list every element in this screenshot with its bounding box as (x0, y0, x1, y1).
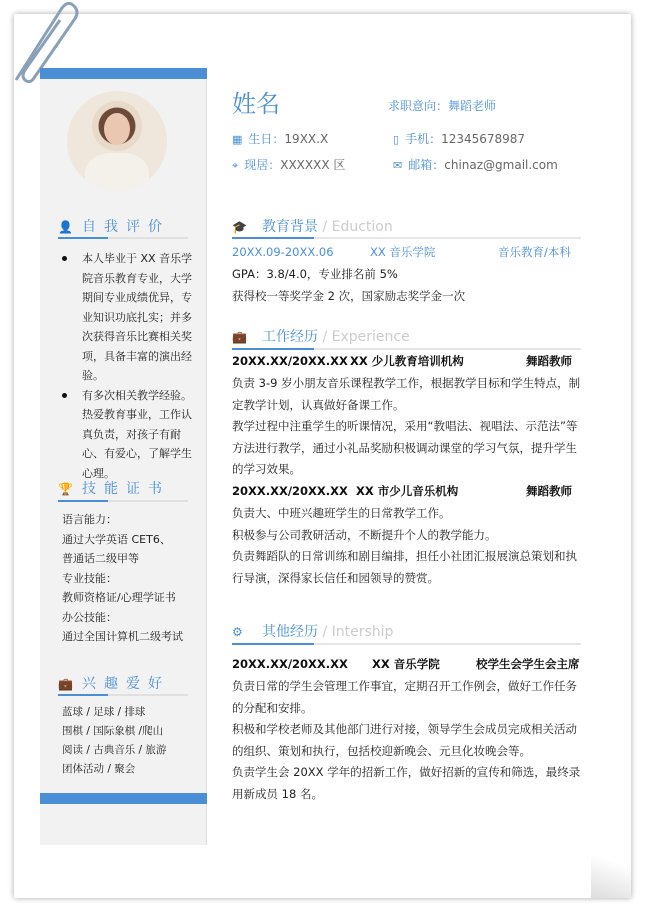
education-row: 20XX.09-20XX.06 XX 音乐学院 音乐教育/本科 (232, 245, 571, 259)
mail-icon: ✉ (393, 159, 403, 172)
skill-line: 办公技能： (62, 610, 117, 624)
home-info: ⌖ 现居：XXXXXX 区 (232, 158, 346, 172)
trophy-icon: 🏆 (58, 482, 73, 496)
avatar (67, 91, 167, 191)
skills-heading: 🏆 技能证书 (58, 481, 170, 497)
name-title: 姓名 (232, 90, 280, 118)
self-eval-heading: 👤 自我评价 (58, 219, 170, 235)
divider (58, 237, 188, 239)
skills-list (62, 510, 202, 647)
skill-line: 语言能力： (62, 513, 117, 526)
briefcase-icon: 💼 (58, 677, 73, 691)
list-item: 有多次相关教学经验。热爱教育事业，工作认真负责，对孩子有耐心、有爱心，了解学生心理。 (60, 386, 200, 484)
hobby-line: 蓝球 / 足球 / 排球 (62, 706, 146, 718)
hobby-line: 阅读 / 古典音乐 / 旅游 (62, 744, 167, 756)
sidebar-top-bar (40, 68, 207, 79)
other-heading: ⚙ 其他经历 / Intership (232, 624, 394, 640)
divider (232, 643, 581, 645)
email-info: ✉ 邮箱：chinaz@gmail.com (393, 158, 558, 172)
skill-line: 普通话二级甲等 (62, 552, 139, 565)
job-intention: 求职意向：舞蹈老师 (388, 99, 497, 113)
skill-line: 通过全国计算机二级考试 (62, 630, 183, 643)
location-icon: ⌖ (232, 159, 239, 172)
list-item: 本人毕业于 XX 音乐学院音乐教育专业，大学期间专业成绩优异，专业知识功底扎实；并多次获得音乐比赛相关奖项，具备丰富的演出经验。 (60, 249, 200, 386)
work-heading: 💼 工作经历 / Experience (232, 329, 410, 345)
hobby-list (62, 703, 202, 779)
job-header: 20XX.XX/20XX.XX XX 市少儿音乐机构 舞蹈教师 (232, 484, 572, 498)
skill-line: 教师资格证/心理学证书 (62, 591, 176, 604)
graduation-cap-icon: 🎓 (232, 220, 247, 234)
birth-info: ▦ 生日：19XX.X (232, 132, 329, 146)
job-description: 负责 3-9 岁小朋友音乐课程教学工作，根据教学目标和学生特点，制定教学计划，认真做好备课工作。 教学过程中注重学生的听课情况，采用“教唱法、视唱法、示范法”等方法进行教学，通过小礼品奖励积极调动课堂的学习气氛，提升学生的学习效果。 (232, 376, 581, 477)
education-heading: 🎓 教育背景 / Eduction (232, 219, 393, 235)
briefcase-icon: 💼 (232, 330, 247, 344)
hobby-heading: 💼 兴趣爱好 (58, 676, 170, 692)
skill-line: 专业技能： (62, 571, 117, 585)
sidebar (40, 68, 207, 845)
gear-icon: ⚙ (232, 625, 243, 639)
divider (232, 348, 581, 350)
job-description: 负责大、中班兴趣班学生的日常教学工作。 积极参与公司教研活动，不断提升个人的教学能力。 负责舞蹈队的日常训练和剧目编排，担任小社团汇报展演总策划和执行导演，深得家长信任和园领导的赞赏。 (232, 506, 577, 585)
skill-line: 通过大学英语 CET6、 (62, 532, 171, 546)
divider (232, 237, 581, 239)
other-header: 20XX.XX/20XX.XX XX 音乐学院 校学生会学生会主席 (232, 657, 580, 671)
page-curl (591, 838, 631, 898)
phone-info: ▯ 手机：12345678987 (393, 132, 526, 146)
other-description: 负责日常的学生会管理工作事宜，定期召开工作例会，做好工作任务的分配和安排。 积极和学校老师及其他部门进行对接，领导学生会成员完成相关活动的组织、策划和执行，包括校迎新晚会、元旦化妆晚会等。 负责学生会 20XX 学年的招新工作，做好招新的宣传和筛选，最终录用新成员 18 名。 (232, 679, 581, 801)
sidebar-bottom-bar (40, 793, 207, 804)
calendar-icon: ▦ (232, 133, 243, 146)
phone-icon: ▯ (393, 133, 400, 146)
divider (58, 500, 188, 502)
education-details: GPA：3.8/4.0，专业排名前 5% 获得校一等奖学金 2 次，国家励志奖学金一次 (232, 267, 466, 303)
user-icon: 👤 (58, 220, 73, 234)
job-header: 20XX.XX/20XX.XX XX 少儿教育培训机构 舞蹈教师 (232, 354, 572, 368)
self-eval-list (60, 249, 200, 483)
hobby-line: 团体活动 / 聚会 (62, 763, 136, 775)
hobby-line: 围棋 / 国际象棋 /爬山 (62, 725, 164, 737)
divider (58, 694, 188, 696)
